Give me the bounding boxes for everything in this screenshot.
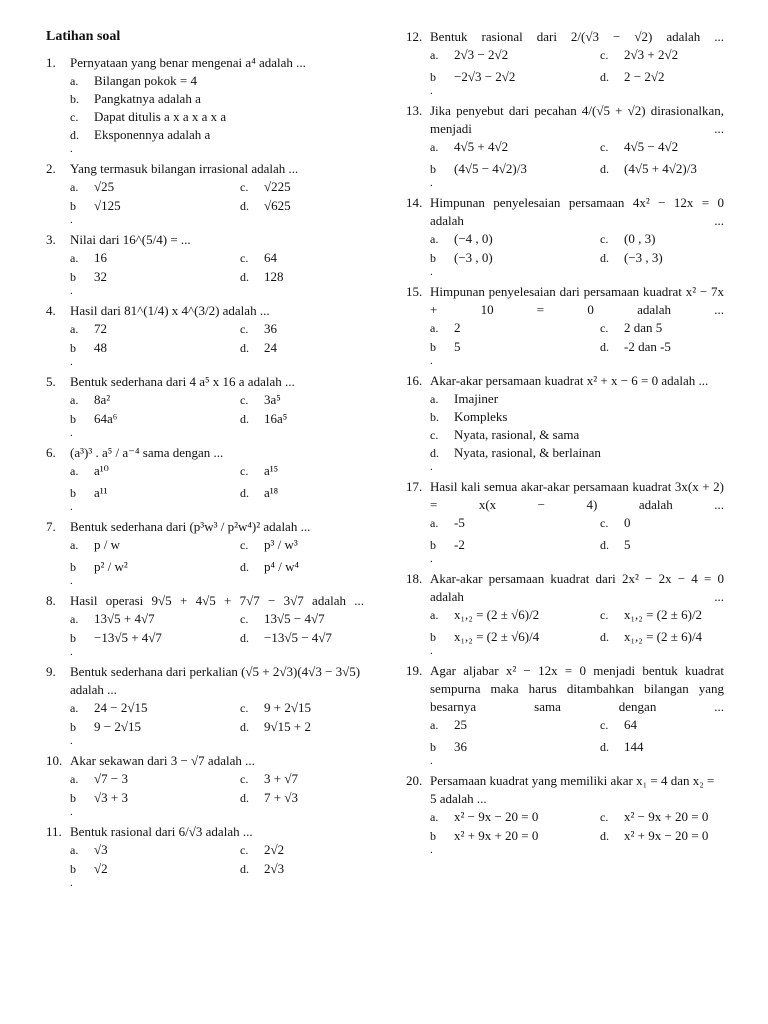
question-15: [406, 283, 724, 368]
question-number: 15.: [406, 284, 423, 299]
option-letter: b: [430, 630, 436, 644]
option-letter: c.: [600, 48, 609, 62]
option-letter: c.: [600, 232, 609, 246]
option-grid: [430, 230, 724, 267]
question-17: [406, 478, 724, 566]
option-letter: c.: [240, 251, 249, 265]
option-text[interactable]: -2 dan -5: [624, 339, 671, 354]
option-letter: a.: [70, 251, 79, 265]
option-letter: c.: [70, 110, 79, 124]
option-letter: c.: [240, 464, 249, 478]
option-letter: c.: [240, 701, 249, 715]
option-list: [46, 72, 364, 144]
option-text[interactable]: 64: [624, 717, 637, 732]
option-grid: [70, 536, 364, 576]
option-text[interactable]: −2√3 − 2√2: [454, 69, 516, 84]
question-11: [46, 823, 364, 890]
option-text[interactable]: 64: [264, 250, 277, 265]
option-letter: b: [430, 740, 436, 754]
option-text[interactable]: (−3 , 0): [454, 250, 493, 265]
question-text: Akar-akar persamaan kuadrat x² + x − 6 = 0 adalah ...: [430, 373, 709, 388]
question-text: Hasil dari 81^(1/4) x 4^(3/2) adalah ...: [70, 303, 270, 318]
option-text[interactable]: 48: [94, 340, 107, 355]
option-grid: [430, 319, 724, 356]
option-grid: [70, 699, 364, 736]
question-number: 5.: [46, 374, 56, 389]
option-text[interactable]: a¹⁰: [94, 463, 109, 478]
question-text: Bentuk rasional dari 2/(√3 − √2) adalah ...: [430, 29, 724, 44]
separator-dot: .: [430, 844, 433, 856]
option-letter: d.: [600, 538, 609, 552]
option-letter: d.: [240, 412, 249, 426]
question-number: 12.: [406, 29, 423, 44]
option-text[interactable]: 7 + √3: [264, 790, 298, 805]
separator-dot: .: [70, 575, 73, 587]
question-stem: [46, 518, 364, 536]
option-text[interactable]: 2√3 − 2√2: [454, 47, 509, 62]
option-letter: c.: [240, 772, 249, 786]
option-text[interactable]: (−3 , 3): [624, 250, 663, 265]
question-18: [406, 570, 724, 658]
option-text[interactable]: √3 + 3: [94, 790, 128, 805]
option-item[interactable]: [70, 90, 364, 108]
separator-dot: .: [70, 501, 73, 513]
question-stem: [46, 160, 364, 178]
right-column: [406, 28, 724, 861]
question-text: Bentuk sederhana dari (p³w³ / p²w⁴)² adalah ...: [70, 519, 311, 534]
option-letter: a.: [430, 140, 439, 154]
option-text[interactable]: 4√5 − 4√2: [624, 139, 679, 154]
option-letter: c.: [600, 608, 609, 622]
option-text[interactable]: 13√5 − 4√7: [264, 611, 325, 626]
option-letter: b: [430, 829, 436, 843]
question-4: [46, 302, 364, 369]
option-text[interactable]: 9 − 2√15: [94, 719, 141, 734]
option-text[interactable]: x² − 9x − 20 = 0: [454, 809, 539, 824]
separator-dot: .: [70, 877, 73, 889]
option-letter: a.: [70, 772, 79, 786]
option-text[interactable]: 5: [454, 339, 461, 354]
option-grid: [70, 249, 364, 286]
option-text[interactable]: 5: [624, 537, 631, 552]
question-text: Akar-akar persamaan kuadrat dari 2x² − 2x − 4 = 0 adalah ...: [430, 571, 724, 604]
question-19: [406, 662, 724, 768]
question-stem: [46, 752, 364, 770]
separator-dot: .: [70, 356, 73, 368]
option-letter: c.: [240, 322, 249, 336]
option-text: Dapat ditulis a x a x a x a: [94, 109, 227, 124]
option-letter: a.: [70, 180, 79, 194]
option-letter: d.: [600, 162, 609, 176]
question-number: 14.: [406, 195, 423, 210]
question-stem: [406, 662, 724, 716]
question-text: Himpunan penyelesaian persamaan 4x² − 12x = 0 adalah ...: [430, 195, 724, 228]
question-stem: [46, 592, 364, 610]
option-letter: d.: [240, 270, 249, 284]
option-text[interactable]: 32: [94, 269, 107, 284]
option-text[interactable]: 2 dan 5: [624, 320, 663, 335]
option-text[interactable]: x² + 9x − 20 = 0: [624, 828, 709, 843]
option-letter: c.: [430, 428, 439, 442]
option-letter: a.: [70, 843, 79, 857]
question-stem: [46, 231, 364, 249]
question-stem: [46, 444, 364, 462]
option-letter: a.: [430, 232, 439, 246]
option-grid: [430, 716, 724, 756]
question-3: [46, 231, 364, 298]
option-letter: a.: [70, 701, 79, 715]
question-text: Bentuk sederhana dari 4 a⁵ x 16 a adalah ...: [70, 374, 295, 389]
option-letter: a.: [70, 322, 79, 336]
option-text[interactable]: 25: [454, 717, 467, 732]
option-text[interactable]: p² / w²: [94, 559, 128, 574]
question-13: [406, 102, 724, 190]
option-text[interactable]: p⁴ / w⁴: [264, 559, 300, 574]
option-text[interactable]: x₁,₂ = (2 ± √6)/2: [454, 607, 540, 622]
option-text[interactable]: a¹¹: [94, 485, 108, 500]
option-text[interactable]: 3 + √7: [264, 771, 298, 786]
option-text: Pangkatnya adalah a: [94, 91, 201, 106]
option-item[interactable]: [430, 390, 724, 408]
separator-dot: .: [70, 143, 73, 155]
option-text[interactable]: (4√5 − 4√2)/3: [454, 161, 527, 176]
option-text[interactable]: 16a⁵: [264, 411, 288, 426]
option-letter: b: [70, 791, 76, 805]
option-list: [406, 390, 724, 462]
question-14: [406, 194, 724, 279]
option-text[interactable]: 36: [264, 321, 277, 336]
option-text[interactable]: 8a²: [94, 392, 111, 407]
question-text: Bentuk sederhana dari perkalian (√5 + 2√3)(4√3 − 3√5) adalah ...: [70, 664, 361, 697]
question-text: Agar aljabar x² − 12x = 0 menjadi bentuk kuadrat sempurna maka harus ditambahkan bilangan yang besarnya sama dengan ...: [430, 663, 724, 714]
separator-dot: .: [70, 427, 73, 439]
option-text: Nyata, rasional, & sama: [454, 427, 580, 442]
option-letter: b: [70, 720, 76, 734]
option-text[interactable]: a¹⁵: [264, 463, 279, 478]
question-number: 7.: [46, 519, 56, 534]
question-text: Akar sekawan dari 3 − √7 adalah ...: [70, 753, 255, 768]
option-letter: d.: [430, 446, 439, 460]
question-text: Persamaan kuadrat yang memiliki akar x₁ = 4 dan x₂ = 5 adalah ...: [430, 773, 715, 806]
question-number: 11.: [46, 824, 62, 839]
question-stem: [46, 663, 364, 699]
question-number: 4.: [46, 303, 56, 318]
question-7: [46, 518, 364, 588]
question-number: 3.: [46, 232, 56, 247]
option-text: Nyata, rasional, & berlainan: [454, 445, 601, 460]
option-text[interactable]: x² − 9x + 20 = 0: [624, 809, 709, 824]
option-text[interactable]: a¹⁸: [264, 485, 279, 500]
option-letter: b: [70, 560, 76, 574]
option-grid: [430, 138, 724, 178]
option-text: Imajiner: [454, 391, 499, 406]
option-letter: b: [70, 412, 76, 426]
option-text[interactable]: 0: [624, 515, 631, 530]
option-letter: c.: [240, 612, 249, 626]
question-stem: [46, 54, 364, 72]
question-number: 17.: [406, 479, 423, 494]
option-letter: b: [70, 631, 76, 645]
question-6: [46, 444, 364, 514]
option-letter: b: [430, 162, 436, 176]
option-text[interactable]: 2 − 2√2: [624, 69, 665, 84]
separator-dot: .: [430, 355, 433, 367]
option-text[interactable]: √625: [264, 198, 291, 213]
option-letter: c.: [600, 516, 609, 530]
option-letter: d.: [600, 740, 609, 754]
question-text: (a³)³ . a⁵ / a⁻⁴ sama dengan ...: [70, 445, 224, 460]
option-text[interactable]: p³ / w³: [264, 537, 298, 552]
option-letter: d.: [240, 486, 249, 500]
option-grid: [70, 610, 364, 647]
question-number: 18.: [406, 571, 423, 586]
question-stem: [46, 373, 364, 391]
option-letter: b: [70, 341, 76, 355]
separator-dot: .: [70, 806, 73, 818]
option-text[interactable]: 13√5 + 4√7: [94, 611, 155, 626]
option-letter: d.: [240, 791, 249, 805]
separator-dot: .: [430, 85, 433, 97]
option-letter: d.: [600, 630, 609, 644]
option-text[interactable]: −13√5 − 4√7: [264, 630, 332, 645]
option-letter: c.: [600, 140, 609, 154]
option-letter: d.: [240, 560, 249, 574]
question-number: 13.: [406, 103, 423, 118]
option-grid: [430, 514, 724, 554]
option-text[interactable]: 2√3 + 2√2: [624, 47, 679, 62]
question-5: [46, 373, 364, 440]
question-20: [406, 772, 724, 857]
option-item[interactable]: [430, 444, 724, 462]
option-text[interactable]: 4√5 + 4√2: [454, 139, 509, 154]
option-grid: [70, 770, 364, 807]
question-2: [46, 160, 364, 227]
option-letter: a.: [430, 321, 439, 335]
separator-dot: .: [430, 755, 433, 767]
option-letter: a.: [430, 810, 439, 824]
option-letter: b: [430, 251, 436, 265]
option-text: Kompleks: [454, 409, 508, 424]
question-number: 9.: [46, 664, 56, 679]
option-text[interactable]: 24 − 2√15: [94, 700, 148, 715]
option-item[interactable]: [70, 72, 364, 90]
question-number: 2.: [46, 161, 56, 176]
option-letter: a.: [70, 538, 79, 552]
option-letter: a.: [70, 74, 79, 88]
option-letter: d.: [600, 829, 609, 843]
option-letter: a.: [430, 516, 439, 530]
option-grid: [70, 841, 364, 878]
question-number: 6.: [46, 445, 56, 460]
separator-dot: .: [70, 285, 73, 297]
separator-dot: .: [430, 266, 433, 278]
option-text[interactable]: p / w: [94, 537, 120, 552]
question-number: 1.: [46, 55, 56, 70]
option-grid: [430, 808, 724, 845]
question-number: 16.: [406, 373, 423, 388]
question-stem: [406, 194, 724, 230]
option-letter: b.: [70, 92, 79, 106]
question-stem: [406, 102, 724, 138]
option-grid: [70, 178, 364, 215]
question-12: [406, 28, 724, 98]
question-number: 10.: [46, 753, 63, 768]
option-text[interactable]: 72: [94, 321, 107, 336]
option-text[interactable]: 128: [264, 269, 284, 284]
question-stem: [406, 570, 724, 606]
option-letter: d.: [240, 199, 249, 213]
option-text[interactable]: (4√5 + 4√2)/3: [624, 161, 697, 176]
option-letter: c.: [240, 393, 249, 407]
question-10: [46, 752, 364, 819]
separator-dot: .: [70, 646, 73, 658]
separator-dot: .: [430, 177, 433, 189]
option-text: Eksponennya adalah a: [94, 127, 211, 142]
option-letter: b: [430, 70, 436, 84]
question-text: Pernyataan yang benar mengenai a⁴ adalah ...: [70, 55, 306, 70]
option-letter: d.: [600, 70, 609, 84]
option-text[interactable]: -5: [454, 515, 465, 530]
option-letter: a.: [430, 718, 439, 732]
option-item[interactable]: [430, 408, 724, 426]
option-text[interactable]: 2√2: [264, 842, 285, 857]
option-letter: c.: [600, 810, 609, 824]
separator-dot: .: [430, 645, 433, 657]
question-1: [46, 54, 364, 156]
option-letter: a.: [70, 393, 79, 407]
option-letter: a.: [430, 48, 439, 62]
worksheet-title: Latihan soal: [46, 29, 121, 44]
option-text[interactable]: x² + 9x + 20 = 0: [454, 828, 539, 843]
question-number: 8.: [46, 593, 56, 608]
option-grid: [70, 462, 364, 502]
option-text[interactable]: 3a⁵: [264, 392, 281, 407]
question-16: [406, 372, 724, 474]
question-stem: [46, 302, 364, 320]
option-letter: c.: [600, 321, 609, 335]
option-text[interactable]: √125: [94, 198, 121, 213]
option-letter: b: [430, 538, 436, 552]
option-grid: [70, 391, 364, 428]
question-stem: [406, 283, 724, 319]
question-stem: [406, 772, 724, 808]
option-text[interactable]: 36: [454, 739, 467, 754]
option-letter: b.: [430, 410, 439, 424]
question-number: 20.: [406, 773, 423, 788]
option-grid: [70, 320, 364, 357]
option-text[interactable]: (−4 , 0): [454, 231, 493, 246]
question-text: Yang termasuk bilangan irrasional adalah ...: [70, 161, 299, 176]
option-text[interactable]: −13√5 + 4√7: [94, 630, 162, 645]
option-text[interactable]: 64a⁶: [94, 411, 118, 426]
option-letter: c.: [240, 843, 249, 857]
option-letter: a.: [70, 612, 79, 626]
option-text[interactable]: x₁,₂ = (2 ± √6)/4: [454, 629, 540, 644]
option-text[interactable]: 9 + 2√15: [264, 700, 311, 715]
option-text[interactable]: 2: [454, 320, 461, 335]
option-letter: d.: [240, 631, 249, 645]
separator-dot: .: [70, 735, 73, 747]
option-letter: a.: [430, 608, 439, 622]
option-letter: b: [70, 199, 76, 213]
option-letter: d.: [600, 340, 609, 354]
option-letter: d.: [240, 862, 249, 876]
left-column: [46, 28, 364, 894]
option-letter: d.: [240, 341, 249, 355]
option-letter: c.: [600, 718, 609, 732]
option-letter: a.: [430, 392, 439, 406]
option-text: Bilangan pokok = 4: [94, 73, 198, 88]
question-text: Jika penyebut dari pecahan 4/(√5 + √2) dirasionalkan, menjadi ...: [430, 103, 724, 136]
separator-dot: .: [70, 214, 73, 226]
option-text[interactable]: √3: [94, 842, 108, 857]
question-stem: [406, 28, 724, 46]
option-text[interactable]: 16: [94, 250, 107, 265]
option-grid: [430, 606, 724, 646]
option-text[interactable]: x₁,₂ = (2 ± 6)/2: [624, 607, 703, 622]
option-letter: b: [70, 486, 76, 500]
option-text[interactable]: 144: [624, 739, 644, 754]
option-letter: d.: [240, 720, 249, 734]
option-text[interactable]: -2: [454, 537, 465, 552]
option-item[interactable]: [70, 126, 364, 144]
question-stem: [406, 372, 724, 390]
question-text: Hasil operasi 9√5 + 4√5 + 7√7 − 3√7 adalah ...: [70, 593, 364, 608]
question-text: Himpunan penyelesaian dari persamaan kuadrat x² − 7x + 10 = 0 adalah ...: [430, 284, 724, 317]
option-text[interactable]: 24: [264, 340, 277, 355]
option-text[interactable]: 2√3: [264, 861, 285, 876]
question-text: Bentuk rasional dari 6/√3 adalah ...: [70, 824, 253, 839]
option-letter: d.: [600, 251, 609, 265]
question-9: [46, 663, 364, 748]
option-text[interactable]: x₁,₂ = (2 ± 6)/4: [624, 629, 703, 644]
option-letter: b: [70, 862, 76, 876]
option-text[interactable]: √225: [264, 179, 291, 194]
option-letter: b: [70, 270, 76, 284]
option-letter: c.: [240, 538, 249, 552]
separator-dot: .: [430, 461, 433, 473]
option-text[interactable]: √2: [94, 861, 108, 876]
question-text: Hasil kali semua akar-akar persamaan kuadrat 3x(x + 2) = x(x − 4) adalah ...: [430, 479, 724, 512]
option-grid: [430, 46, 724, 86]
question-stem: [406, 478, 724, 514]
option-item[interactable]: [430, 426, 724, 444]
option-letter: c.: [240, 180, 249, 194]
option-text[interactable]: 9√15 + 2: [264, 719, 311, 734]
question-stem: [46, 823, 364, 841]
option-letter: a.: [70, 464, 79, 478]
option-letter: d.: [70, 128, 79, 142]
question-number: 19.: [406, 663, 423, 678]
option-item[interactable]: [70, 108, 364, 126]
option-letter: b: [430, 340, 436, 354]
option-text[interactable]: (0 , 3): [624, 231, 656, 246]
option-text[interactable]: √25: [94, 179, 115, 194]
question-text: Nilai dari 16^(5/4) = ...: [70, 232, 191, 247]
option-text[interactable]: √7 − 3: [94, 771, 128, 786]
separator-dot: .: [430, 553, 433, 565]
question-8: [46, 592, 364, 659]
